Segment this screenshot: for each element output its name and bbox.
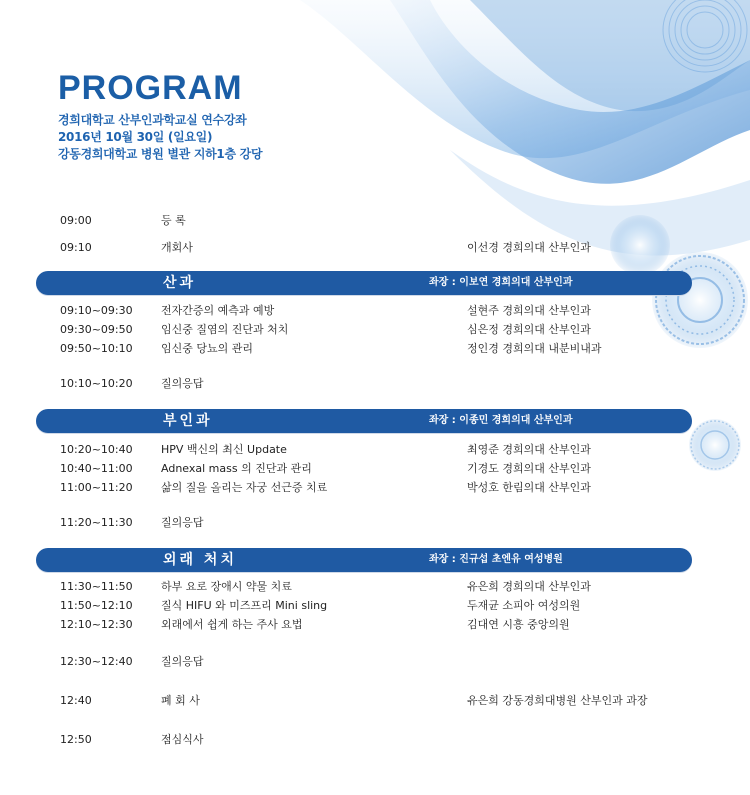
program-header	[58, 68, 262, 163]
session-title: 외래 처치	[163, 552, 237, 568]
session-chair: 좌장 : 이보연 경희의대 산부인과	[429, 277, 573, 288]
row-topic: Adnexal mass 의 진단과 관리	[161, 462, 312, 475]
schedule-row	[0, 340, 750, 358]
row-time: 11:00~11:20	[60, 481, 133, 494]
row-time: 10:20~10:40	[60, 443, 133, 456]
row-topic: 전자간증의 예측과 예방	[161, 304, 275, 317]
row-topic: 등 록	[161, 214, 186, 227]
row-time: 12:10~12:30	[60, 618, 133, 631]
event-venue: 강동경희대학교 병원 별관 지하1층 강당	[58, 147, 263, 161]
schedule-row	[0, 375, 750, 393]
session-chair: 좌장 : 진규섭 초엔유 여성병원	[429, 554, 563, 565]
schedule-row	[0, 239, 750, 257]
row-topic: 하부 요로 장애시 약물 치료	[161, 580, 292, 593]
row-time: 09:00	[60, 214, 92, 227]
row-time: 11:30~11:50	[60, 580, 133, 593]
row-topic: 삶의 질을 올리는 자궁 선근증 치료	[161, 481, 328, 494]
schedule-row	[0, 441, 750, 459]
row-speaker: 유은희 경희의대 산부인과	[467, 580, 591, 593]
row-time: 11:50~12:10	[60, 599, 133, 612]
row-topic: 임신중 당뇨의 관리	[161, 342, 254, 355]
row-time: 10:40~11:00	[60, 462, 133, 475]
schedule-row	[0, 479, 750, 497]
wave-shape	[390, 0, 750, 184]
row-time: 12:30~12:40	[60, 655, 133, 668]
row-time: 10:10~10:20	[60, 377, 133, 390]
row-time: 12:40	[60, 694, 92, 707]
schedule-row	[0, 212, 750, 230]
row-topic: 질의응답	[161, 655, 204, 668]
row-topic: 개회사	[161, 241, 193, 254]
row-speaker: 김대연 시흥 중앙의원	[467, 618, 570, 631]
striped-circle	[663, 0, 747, 72]
row-speaker: 이선경 경희의대 산부인과	[467, 241, 591, 254]
row-speaker: 최영준 경희의대 산부인과	[467, 443, 591, 456]
row-topic: HPV 백신의 최신 Update	[161, 443, 287, 456]
schedule-row	[0, 597, 750, 615]
session-chair: 좌장 : 이종민 경희의대 산부인과	[429, 415, 573, 426]
row-time: 09:30~09:50	[60, 323, 133, 336]
row-topic: 임신중 질염의 진단과 처치	[161, 323, 289, 336]
row-topic: 질식 HIFU 와 미즈프리 Mini sling	[161, 599, 328, 612]
schedule-row	[0, 616, 750, 634]
schedule-row	[0, 460, 750, 478]
row-time: 09:10~09:30	[60, 304, 133, 317]
wave-shape	[300, 0, 750, 158]
row-speaker: 설현주 경희의대 산부인과	[467, 304, 591, 317]
schedule-row	[0, 653, 750, 671]
row-time: 09:50~10:10	[60, 342, 133, 355]
row-speaker: 정인경 경희의대 내분비내과	[467, 342, 602, 355]
schedule-row	[0, 302, 750, 320]
row-time: 09:10	[60, 241, 92, 254]
wave-shape	[470, 0, 750, 111]
session-bar-obstetrics	[36, 271, 692, 295]
session-title: 산과	[163, 275, 197, 291]
event-name: 경희대학교 산부인과학교실 연수강좌	[58, 113, 247, 127]
session-bar-outpatient	[36, 548, 692, 572]
row-topic: 외래에서 쉽게 하는 주사 요법	[161, 618, 303, 631]
row-speaker: 심은정 경희의대 산부인과	[467, 323, 591, 336]
schedule-row	[0, 321, 750, 339]
page-title: PROGRAM	[58, 69, 243, 107]
schedule-row	[0, 578, 750, 596]
row-speaker: 박성호 한림의대 산부인과	[467, 481, 591, 494]
row-speaker: 기경도 경희의대 산부인과	[467, 462, 591, 475]
row-time: 11:20~11:30	[60, 516, 133, 529]
schedule-row	[0, 731, 750, 749]
event-date: 2016년 10월 30일 (일요일)	[58, 130, 213, 144]
schedule-row	[0, 692, 750, 710]
row-speaker: 유은희 강동경희대병원 산부인과 과장	[467, 694, 648, 707]
session-bar-gynecology	[36, 409, 692, 433]
session-title: 부인과	[163, 413, 213, 429]
row-topic: 점심식사	[161, 733, 204, 746]
row-speaker: 두재균 소피아 여성의원	[467, 599, 581, 612]
row-time: 12:50	[60, 733, 92, 746]
row-topic: 질의응답	[161, 516, 204, 529]
schedule-row	[0, 514, 750, 532]
row-topic: 질의응답	[161, 377, 204, 390]
row-topic: 폐 회 사	[161, 694, 200, 707]
